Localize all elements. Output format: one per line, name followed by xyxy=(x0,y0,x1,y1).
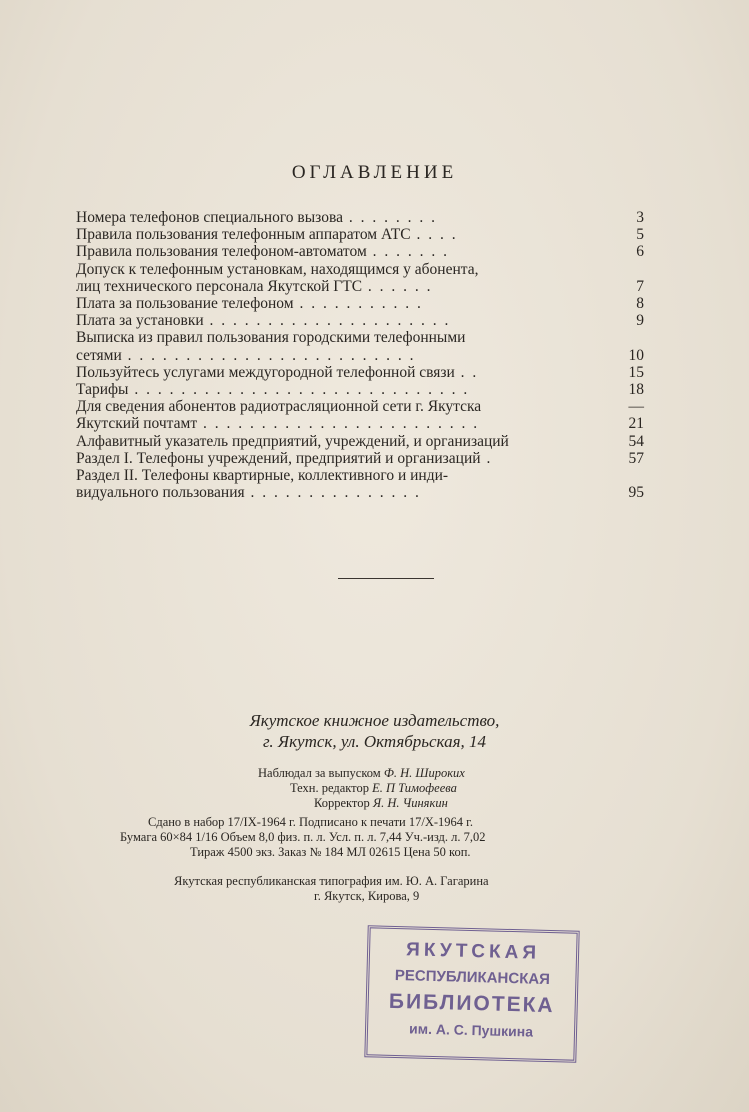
toc-entry-text: Якутский почтамт xyxy=(76,415,198,433)
toc-entry xyxy=(76,398,646,415)
toc-entry-title xyxy=(76,467,646,501)
toc-entry-leader: . xyxy=(480,449,493,467)
toc-entry-leader: . . . . . . . . . . . . . . . . . . . . . . . . . . . . . xyxy=(128,381,470,399)
toc-entry-text: Пользуйтесь услугами междугородной телефонной связи xyxy=(76,363,455,381)
credit-tech-editor-name: Е. П Тимофеева xyxy=(372,781,457,795)
toc-entry-text: Плата за пользование телефоном xyxy=(76,295,294,313)
toc-entry-title xyxy=(76,295,646,312)
publisher-name: Якутское книжное издательство, xyxy=(249,711,500,730)
printer-name: Якутская республиканская типография им. Ю. А. Гагарина xyxy=(174,874,489,888)
toc-entry xyxy=(76,226,646,243)
toc-entry-title xyxy=(76,398,646,415)
print-info-line2: Бумага 60×84 1/16 Объем 8,0 физ. п. л. Усл. п. л. 7,44 Уч.-изд. л. 7,02 xyxy=(120,830,486,844)
credit-tech-editor-label: Техн. редактор xyxy=(290,781,369,795)
credit-corrector-label: Корректор xyxy=(314,796,370,810)
stamp-line4: им. А. С. Пушкина xyxy=(408,1020,534,1040)
toc-entry-title xyxy=(76,381,646,398)
toc-entry-second-line xyxy=(76,278,604,295)
credit-corrector xyxy=(314,796,448,811)
credit-supervised-label: Наблюдал за выпуском xyxy=(258,766,381,780)
toc-entry xyxy=(76,209,646,226)
toc-entry-page: 9 xyxy=(636,312,644,330)
toc-entry-page: 95 xyxy=(628,484,644,502)
toc-entry-page: 21 xyxy=(628,415,644,433)
toc-entry-page: 18 xyxy=(628,381,644,399)
toc-entry-page: 7 xyxy=(636,277,644,295)
separator-rule xyxy=(338,578,434,579)
table-of-contents xyxy=(76,209,646,501)
toc-entry-text: Правила пользования телефоном-автоматом xyxy=(76,243,367,261)
toc-entry xyxy=(76,467,646,501)
toc-entry-page: 57 xyxy=(628,449,644,467)
toc-entry-title xyxy=(76,243,646,260)
toc-entry-text: Выписка из правил пользования городскими телефонными xyxy=(76,329,466,347)
toc-entry-leader: . . . . xyxy=(410,226,458,244)
stamp-line1: ЯКУТСКАЯ xyxy=(405,939,541,964)
toc-entry-leader: . . . . . . xyxy=(362,277,433,295)
toc-entry-page: 6 xyxy=(636,243,644,261)
library-stamp xyxy=(364,925,579,1063)
stamp-line2: РЕСПУБЛИКАНСКАЯ xyxy=(394,966,551,989)
print-info-line3: Тираж 4500 экз. Заказ № 184 МЛ 02615 Цена 50 коп. xyxy=(190,845,471,859)
toc-entry-page: — xyxy=(628,398,644,416)
credit-tech-editor xyxy=(290,781,457,796)
stamp-line3: БИБЛИОТЕКА xyxy=(388,989,555,1018)
toc-entry xyxy=(76,312,646,329)
toc-entry-text: Алфавитный указатель предприятий, учреждений, и организаций xyxy=(76,432,509,450)
toc-entry-page: 10 xyxy=(628,346,644,364)
toc-entry-text: Допуск к телефонным установкам, находящимся у абонента, xyxy=(76,260,479,278)
toc-entry-leader: . . . . . . . . . . . . . . . . . . . . . . . . xyxy=(197,415,480,433)
toc-entry-text-continued: видуального пользования xyxy=(76,484,245,502)
toc-entry-leader: . . . . . . . . . . . . . . . . . . . . . . . . . xyxy=(121,346,416,364)
toc-entry-page: 5 xyxy=(636,226,644,244)
toc-entry-text: Раздел I. Телефоны учреждений, предприятий и организаций xyxy=(76,449,481,467)
toc-entry-leader: . . . . . . . . . . . . . . . xyxy=(244,484,421,502)
toc-entry-title xyxy=(76,450,646,467)
toc-entry-title xyxy=(76,415,646,432)
toc-entry-text: Номера телефонов специального вызова xyxy=(76,209,343,226)
toc-entry-leader: . . . . . . . . . . . xyxy=(293,295,423,313)
publisher-address: г. Якутск, ул. Октябрьская, 14 xyxy=(262,732,486,751)
toc-title: ОГЛАВЛЕНИЕ xyxy=(291,162,458,183)
toc-entry-text: Плата за установки xyxy=(76,312,204,330)
toc-entry xyxy=(76,295,646,312)
toc-entry xyxy=(76,450,646,467)
toc-entry-leader: . . xyxy=(454,363,479,381)
toc-entry-text-continued: сетями xyxy=(76,346,122,364)
credit-corrector-name: Я. Н. Чинякин xyxy=(372,796,448,810)
toc-entry-page: 54 xyxy=(628,432,644,450)
toc-entry-text: Правила пользования телефонным аппаратом АТС xyxy=(76,226,411,244)
toc-entry-page: 8 xyxy=(636,295,644,313)
toc-entry-leader: . . . . . . . xyxy=(366,243,450,261)
toc-entry xyxy=(76,364,646,381)
toc-entry-title xyxy=(76,364,646,381)
toc-entry-text: Для сведения абонентов радиотрасляционной сети г. Якутска xyxy=(76,398,482,416)
toc-entry xyxy=(76,261,646,295)
toc-entry-title xyxy=(76,329,646,363)
toc-entry-page: 3 xyxy=(636,209,644,226)
toc-entry-text: Тарифы xyxy=(76,381,129,399)
toc-entry-title xyxy=(76,312,646,329)
toc-entry-second-line xyxy=(76,484,604,501)
toc-entry xyxy=(76,433,646,450)
toc-entry xyxy=(76,329,646,363)
credit-supervised xyxy=(258,766,465,781)
credit-supervised-name: Ф. Н. Широких xyxy=(383,766,465,780)
toc-entry xyxy=(76,415,646,432)
toc-entry-leader: . . . . . . . . . . . . . . . . . . . . . xyxy=(203,312,451,330)
toc-entry-title xyxy=(76,433,646,450)
toc-entry-second-line xyxy=(76,347,604,364)
toc-entry-text-continued: лиц технического персонала Якутской ГТС xyxy=(76,277,363,295)
toc-entry-title xyxy=(76,261,646,295)
toc-entry-title xyxy=(76,209,646,226)
printer-address: г. Якутск, Кирова, 9 xyxy=(314,889,420,903)
print-info-line1: Сдано в набор 17/IX-1964 г. Подписано к печати 17/X-1964 г. xyxy=(148,815,473,829)
toc-entry xyxy=(76,243,646,260)
toc-entry-title xyxy=(76,226,646,243)
toc-entry-page: 15 xyxy=(628,363,644,381)
toc-entry xyxy=(76,381,646,398)
toc-entry-leader: . . . . . . . . xyxy=(342,209,437,226)
toc-entry-text: Раздел II. Телефоны квартирные, коллективного и инди- xyxy=(76,467,449,485)
